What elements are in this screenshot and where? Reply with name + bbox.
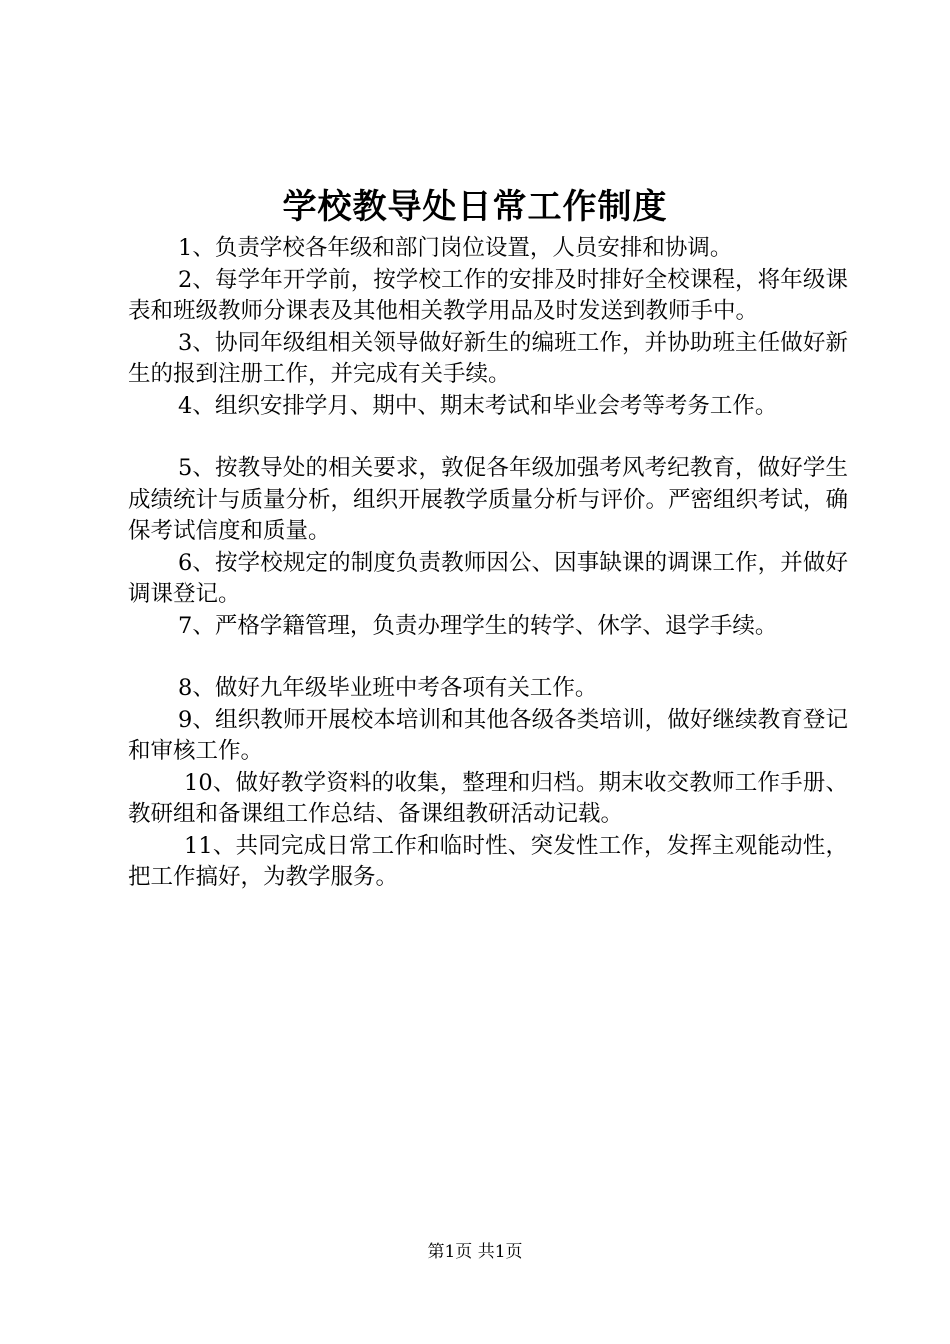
page-footer: 第1页 共1页: [427, 1242, 523, 1262]
paragraph-4: 4、组织安排学月、期中、期末考试和毕业会考等考务工作。: [178, 392, 778, 419]
paragraph-8: 8、做好九年级毕业班中考各项有关工作。: [178, 675, 598, 701]
paragraph-10: 10、做好教学资料的收集，整理和归档。期末收交教师工作手册、教研组和备课组工作总结、备课组教研活动记载。: [128, 769, 848, 827]
paragraph-1: 1、负责学校各年级和部门岗位设置，人员安排和协调。: [178, 235, 733, 261]
paragraph-9: 9、组织教师开展校本培训和其他各级各类培训，做好继续教育登记和审核工作。: [128, 706, 848, 764]
document-title: 学校教导处日常工作制度: [282, 187, 668, 227]
paragraph-6: 6、按学校规定的制度负责教师因公、因事缺课的调课工作，并做好调课登记。: [128, 549, 848, 607]
paragraph-7: 7、严格学籍管理，负责办理学生的转学、休学、退学手续。: [178, 612, 778, 639]
paragraph-11: 11、共同完成日常工作和临时性、突发性工作，发挥主观能动性，把工作搞好，为教学服务。: [128, 832, 848, 890]
paragraph-2: 2、每学年开学前，按学校工作的安排及时排好全校课程，将年级课表和班级教师分课表及其他相关教学用品及时发送到教师手中。: [128, 266, 848, 324]
paragraph-3: 3、协同年级组相关领导做好新生的编班工作，并协助班主任做好新生的报到注册工作，并完成有关手续。: [128, 329, 848, 387]
document-body: [128, 233, 848, 894]
paragraph-5: 5、按教导处的相关要求，敦促各年级加强考风考纪教育，做好学生成绩统计与质量分析，组织开展教学质量分析与评价。严密组织考试，确保考试信度和质量。: [128, 455, 849, 544]
